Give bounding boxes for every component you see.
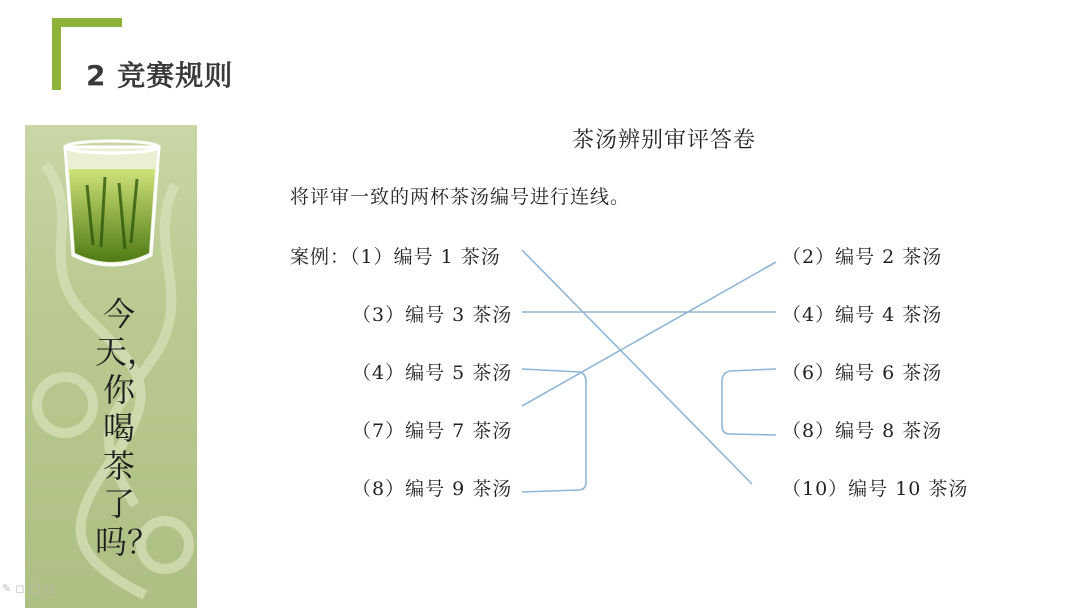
instruction-text: 将评审一致的两杯茶汤编号进行连线。	[290, 186, 631, 208]
left-item-1: 案例：（1）编号 1 茶汤	[290, 246, 501, 268]
right-item-1: （2）编号 2 茶汤	[782, 246, 943, 268]
right-item-4: （8）编号 8 茶汤	[782, 420, 943, 442]
slide-title: 2 竞赛规则	[86, 59, 234, 92]
bracket-6-to-8	[722, 369, 776, 435]
toolbar-icons[interactable]: ◻◯◻	[15, 582, 58, 595]
left-item-2: （3）编号 3 茶汤	[352, 304, 513, 326]
right-item-3: （6）编号 6 茶汤	[782, 362, 943, 384]
answer-sheet-title: 茶汤辨别审评答卷	[572, 128, 757, 153]
left-item-5: （8）编号 9 茶汤	[352, 478, 513, 500]
pen-icon[interactable]: ✎	[2, 582, 16, 595]
left-item-3: （4）编号 5 茶汤	[352, 362, 513, 384]
line-7-to-2	[522, 262, 776, 406]
line-1-to-10	[522, 250, 752, 484]
right-item-2: （4）编号 4 茶汤	[782, 304, 943, 326]
presentation-toolbar[interactable]	[2, 582, 58, 595]
left-item-4: （7）编号 7 茶汤	[352, 420, 513, 442]
right-item-5: （10）编号 10 茶汤	[782, 478, 969, 500]
vertical-slogan: 今天，你喝茶了吗？	[95, 295, 160, 561]
